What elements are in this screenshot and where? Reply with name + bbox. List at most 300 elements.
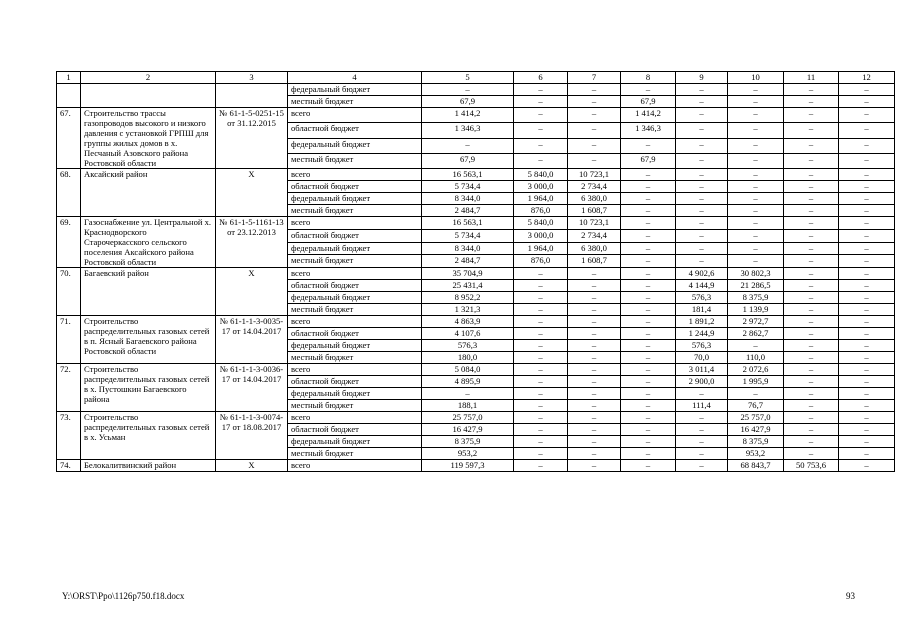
value-cell: – xyxy=(839,205,895,217)
value-cell: 5 084,0 xyxy=(422,364,514,376)
value-cell: 1 244,9 xyxy=(676,328,728,340)
value-cell: – xyxy=(621,424,676,436)
document-cell: № 61-1-1-3-0074-17 от 18.08.2017 xyxy=(216,412,288,460)
value-cell: – xyxy=(676,448,728,460)
value-cell: – xyxy=(568,304,621,316)
value-cell: – xyxy=(621,138,676,153)
value-cell: – xyxy=(784,328,839,340)
value-cell: – xyxy=(784,400,839,412)
value-cell: – xyxy=(621,255,676,268)
value-cell: 1 346,3 xyxy=(422,123,514,138)
value-cell: – xyxy=(728,108,784,123)
budget-source-cell: всего xyxy=(288,460,422,472)
budget-source-cell: федеральный бюджет xyxy=(288,138,422,153)
object-name-cell xyxy=(81,84,216,108)
value-cell: 10 723,1 xyxy=(568,217,621,230)
value-cell: – xyxy=(728,153,784,168)
value-cell: – xyxy=(784,376,839,388)
budget-source-cell: местный бюджет xyxy=(288,153,422,168)
value-cell: 8 952,2 xyxy=(422,292,514,304)
value-cell: 119 597,3 xyxy=(422,460,514,472)
value-cell: 67,9 xyxy=(422,96,514,108)
value-cell: – xyxy=(784,280,839,292)
value-cell: – xyxy=(839,340,895,352)
column-header: 9 xyxy=(676,72,728,84)
value-cell: – xyxy=(568,448,621,460)
object-name-cell: Белокалитвинский район xyxy=(81,460,216,472)
value-cell: 3 000,0 xyxy=(514,229,568,242)
value-cell: 1 321,3 xyxy=(422,304,514,316)
value-cell: – xyxy=(514,328,568,340)
value-cell: 953,2 xyxy=(422,448,514,460)
value-cell: – xyxy=(784,84,839,96)
value-cell: – xyxy=(784,304,839,316)
value-cell: – xyxy=(514,316,568,328)
value-cell: – xyxy=(514,340,568,352)
value-cell: 6 380,0 xyxy=(568,193,621,205)
value-cell: – xyxy=(676,181,728,193)
value-cell: 5 734,4 xyxy=(422,229,514,242)
value-cell: 1 964,0 xyxy=(514,193,568,205)
value-cell: – xyxy=(514,400,568,412)
value-cell: – xyxy=(839,96,895,108)
value-cell: – xyxy=(839,268,895,280)
value-cell: – xyxy=(621,205,676,217)
budget-source-cell: федеральный бюджет xyxy=(288,292,422,304)
value-cell: 2 072,6 xyxy=(728,364,784,376)
value-cell: – xyxy=(728,217,784,230)
value-cell: 16 427,9 xyxy=(728,424,784,436)
value-cell: – xyxy=(839,412,895,424)
value-cell: – xyxy=(621,304,676,316)
budget-source-cell: всего xyxy=(288,316,422,328)
budget-source-cell: областной бюджет xyxy=(288,280,422,292)
column-header: 12 xyxy=(839,72,895,84)
value-cell: – xyxy=(839,123,895,138)
value-cell: 6 380,0 xyxy=(568,242,621,255)
budget-source-cell: местный бюджет xyxy=(288,448,422,460)
value-cell: – xyxy=(568,316,621,328)
value-cell: – xyxy=(728,255,784,268)
budget-source-cell: местный бюджет xyxy=(288,96,422,108)
value-cell: – xyxy=(728,340,784,352)
value-cell: 10 723,1 xyxy=(568,169,621,181)
value-cell: – xyxy=(514,268,568,280)
value-cell: 1 414,2 xyxy=(621,108,676,123)
value-cell: 1 608,7 xyxy=(568,255,621,268)
budget-source-cell: местный бюджет xyxy=(288,255,422,268)
table-row xyxy=(57,84,895,96)
value-cell: – xyxy=(839,292,895,304)
value-cell: – xyxy=(514,460,568,472)
value-cell: 1 995,9 xyxy=(728,376,784,388)
value-cell: – xyxy=(839,138,895,153)
value-cell: – xyxy=(568,412,621,424)
value-cell: – xyxy=(676,255,728,268)
document-cell: Х xyxy=(216,268,288,316)
value-cell: – xyxy=(839,436,895,448)
value-cell: – xyxy=(621,328,676,340)
value-cell: – xyxy=(514,153,568,168)
budget-source-cell: местный бюджет xyxy=(288,352,422,364)
value-cell: – xyxy=(784,242,839,255)
value-cell: – xyxy=(514,364,568,376)
value-cell: – xyxy=(676,138,728,153)
value-cell: – xyxy=(621,436,676,448)
value-cell: – xyxy=(514,448,568,460)
value-cell: – xyxy=(728,205,784,217)
value-cell: – xyxy=(784,153,839,168)
value-cell: 67,9 xyxy=(621,153,676,168)
value-cell: – xyxy=(621,193,676,205)
value-cell: – xyxy=(839,460,895,472)
object-name-cell: Газоснабжение ул. Центральной х. Краснодворского Старочеркасского сельского поселения Аксайского района Ростовской области xyxy=(81,217,216,268)
budget-source-cell: местный бюджет xyxy=(288,400,422,412)
value-cell: – xyxy=(784,138,839,153)
value-cell: – xyxy=(728,388,784,400)
column-header: 3 xyxy=(216,72,288,84)
value-cell: – xyxy=(568,108,621,123)
value-cell: – xyxy=(676,205,728,217)
column-header: 10 xyxy=(728,72,784,84)
value-cell: – xyxy=(728,84,784,96)
value-cell: – xyxy=(568,424,621,436)
value-cell: – xyxy=(728,138,784,153)
value-cell: 5 840,0 xyxy=(514,169,568,181)
value-cell: – xyxy=(621,268,676,280)
page-number: 93 xyxy=(846,591,855,601)
value-cell: 111,4 xyxy=(676,400,728,412)
budget-source-cell: всего xyxy=(288,412,422,424)
document-cell: № 61-1-1-3-0036-17 от 14.04.2017 xyxy=(216,364,288,412)
value-cell: – xyxy=(568,84,621,96)
value-cell: – xyxy=(621,400,676,412)
value-cell: – xyxy=(784,193,839,205)
value-cell: – xyxy=(728,96,784,108)
value-cell: – xyxy=(514,108,568,123)
object-name-cell: Багаевский район xyxy=(81,268,216,316)
value-cell: – xyxy=(839,388,895,400)
value-cell: – xyxy=(621,169,676,181)
value-cell: – xyxy=(568,388,621,400)
value-cell: – xyxy=(784,412,839,424)
value-cell: – xyxy=(676,193,728,205)
budget-table xyxy=(56,71,895,472)
value-cell: – xyxy=(676,242,728,255)
value-cell: – xyxy=(839,255,895,268)
value-cell: – xyxy=(839,169,895,181)
value-cell: 30 802,3 xyxy=(728,268,784,280)
value-cell: – xyxy=(676,217,728,230)
column-header: 2 xyxy=(81,72,216,84)
document-path: Y:\ORST\Ppo\1126p750.f18.docx xyxy=(62,591,185,601)
document-cell xyxy=(216,84,288,108)
value-cell: 1 608,7 xyxy=(568,205,621,217)
value-cell: – xyxy=(728,169,784,181)
value-cell: 2 484,7 xyxy=(422,205,514,217)
value-cell: – xyxy=(784,217,839,230)
value-cell: – xyxy=(621,388,676,400)
value-cell: – xyxy=(621,181,676,193)
value-cell: – xyxy=(568,400,621,412)
row-number-cell: 74. xyxy=(57,460,81,472)
value-cell: 8 375,9 xyxy=(422,436,514,448)
value-cell: 8 375,9 xyxy=(728,292,784,304)
value-cell: – xyxy=(784,424,839,436)
value-cell: 8 344,0 xyxy=(422,193,514,205)
value-cell: – xyxy=(568,268,621,280)
column-header: 1 xyxy=(57,72,81,84)
value-cell: – xyxy=(784,316,839,328)
value-cell: – xyxy=(621,460,676,472)
value-cell: – xyxy=(839,242,895,255)
budget-source-cell: всего xyxy=(288,217,422,230)
value-cell: – xyxy=(514,304,568,316)
value-cell: – xyxy=(784,123,839,138)
value-cell: – xyxy=(568,123,621,138)
budget-source-cell: федеральный бюджет xyxy=(288,436,422,448)
value-cell: – xyxy=(514,292,568,304)
value-cell: – xyxy=(621,340,676,352)
value-cell: – xyxy=(676,229,728,242)
budget-source-cell: областной бюджет xyxy=(288,123,422,138)
value-cell: – xyxy=(568,364,621,376)
value-cell: 35 704,9 xyxy=(422,268,514,280)
value-cell: 876,0 xyxy=(514,205,568,217)
table-row xyxy=(57,364,895,376)
row-number-cell: 69. xyxy=(57,217,81,268)
value-cell: 16 427,9 xyxy=(422,424,514,436)
value-cell: 180,0 xyxy=(422,352,514,364)
document-cell: Х xyxy=(216,460,288,472)
value-cell: – xyxy=(568,376,621,388)
value-cell: 4 144,9 xyxy=(676,280,728,292)
value-cell: – xyxy=(784,292,839,304)
table-row xyxy=(57,169,895,181)
value-cell: – xyxy=(839,376,895,388)
budget-source-cell: федеральный бюджет xyxy=(288,193,422,205)
value-cell: – xyxy=(676,460,728,472)
value-cell: – xyxy=(568,328,621,340)
value-cell: – xyxy=(621,280,676,292)
value-cell: 68 843,7 xyxy=(728,460,784,472)
row-number-cell xyxy=(57,84,81,108)
budget-source-cell: федеральный бюджет xyxy=(288,84,422,96)
value-cell: – xyxy=(784,181,839,193)
value-cell: 1 346,3 xyxy=(621,123,676,138)
value-cell: – xyxy=(514,96,568,108)
value-cell: 67,9 xyxy=(621,96,676,108)
row-number-cell: 71. xyxy=(57,316,81,364)
object-name-cell: Строительство распределительных газовых сетей в п. Ясный Багаевского района Ростовской области xyxy=(81,316,216,364)
value-cell: 21 286,5 xyxy=(728,280,784,292)
value-cell: – xyxy=(839,217,895,230)
value-cell: 2 734,4 xyxy=(568,181,621,193)
value-cell: 188,1 xyxy=(422,400,514,412)
value-cell: – xyxy=(676,436,728,448)
value-cell: 25 431,4 xyxy=(422,280,514,292)
value-cell: – xyxy=(839,424,895,436)
table-row xyxy=(57,108,895,123)
value-cell: 25 757,0 xyxy=(728,412,784,424)
budget-source-cell: местный бюджет xyxy=(288,205,422,217)
budget-source-cell: областной бюджет xyxy=(288,328,422,340)
value-cell: – xyxy=(839,316,895,328)
value-cell: – xyxy=(839,328,895,340)
column-header: 4 xyxy=(288,72,422,84)
budget-source-cell: областной бюджет xyxy=(288,424,422,436)
budget-source-cell: всего xyxy=(288,108,422,123)
table-row xyxy=(57,412,895,424)
value-cell: – xyxy=(676,153,728,168)
value-cell: 2 484,7 xyxy=(422,255,514,268)
value-cell: – xyxy=(676,169,728,181)
value-cell: – xyxy=(784,205,839,217)
value-cell: 2 972,7 xyxy=(728,316,784,328)
row-number-cell: 72. xyxy=(57,364,81,412)
value-cell: 25 757,0 xyxy=(422,412,514,424)
value-cell: 70,0 xyxy=(676,352,728,364)
value-cell: – xyxy=(839,400,895,412)
value-cell: 5 840,0 xyxy=(514,217,568,230)
value-cell: – xyxy=(621,84,676,96)
value-cell: – xyxy=(728,229,784,242)
value-cell: – xyxy=(621,292,676,304)
value-cell: 4 107,6 xyxy=(422,328,514,340)
value-cell: 1 414,2 xyxy=(422,108,514,123)
value-cell: – xyxy=(676,388,728,400)
value-cell: – xyxy=(568,280,621,292)
value-cell: – xyxy=(784,229,839,242)
value-cell: – xyxy=(514,376,568,388)
value-cell: – xyxy=(514,280,568,292)
value-cell: – xyxy=(784,436,839,448)
table-row xyxy=(57,316,895,328)
value-cell: 2 862,7 xyxy=(728,328,784,340)
column-header: 5 xyxy=(422,72,514,84)
value-cell: 2 900,0 xyxy=(676,376,728,388)
table-row xyxy=(57,217,895,230)
value-cell: – xyxy=(784,255,839,268)
value-cell: – xyxy=(621,352,676,364)
value-cell: 576,3 xyxy=(676,292,728,304)
value-cell: 16 563,1 xyxy=(422,217,514,230)
budget-source-cell: местный бюджет xyxy=(288,304,422,316)
value-cell: 576,3 xyxy=(676,340,728,352)
value-cell: 8 344,0 xyxy=(422,242,514,255)
value-cell: – xyxy=(514,436,568,448)
value-cell: – xyxy=(839,304,895,316)
value-cell: 67,9 xyxy=(422,153,514,168)
budget-source-cell: областной бюджет xyxy=(288,376,422,388)
budget-source-cell: федеральный бюджет xyxy=(288,340,422,352)
value-cell: – xyxy=(514,412,568,424)
value-cell: – xyxy=(621,316,676,328)
row-number-cell: 70. xyxy=(57,268,81,316)
document-cell: Х xyxy=(216,169,288,217)
value-cell: – xyxy=(676,96,728,108)
value-cell: – xyxy=(514,84,568,96)
value-cell: 4 895,9 xyxy=(422,376,514,388)
document-cell: № 61-1-5-1161-13 от 23.12.2013 xyxy=(216,217,288,268)
value-cell: – xyxy=(676,424,728,436)
value-cell: – xyxy=(514,352,568,364)
value-cell: 2 734,4 xyxy=(568,229,621,242)
column-header: 8 xyxy=(621,72,676,84)
value-cell: – xyxy=(839,193,895,205)
value-cell: – xyxy=(784,448,839,460)
value-cell: – xyxy=(839,448,895,460)
value-cell: – xyxy=(728,242,784,255)
value-cell: 1 964,0 xyxy=(514,242,568,255)
value-cell: 8 375,9 xyxy=(728,436,784,448)
value-cell: – xyxy=(839,181,895,193)
budget-source-cell: всего xyxy=(288,169,422,181)
value-cell: – xyxy=(728,193,784,205)
column-header: 6 xyxy=(514,72,568,84)
value-cell: – xyxy=(422,138,514,153)
value-cell: – xyxy=(784,108,839,123)
value-cell: – xyxy=(568,153,621,168)
value-cell: 4 863,9 xyxy=(422,316,514,328)
value-cell: – xyxy=(839,364,895,376)
object-name-cell: Строительство распределительных газовых сетей в х. Пустошкин Багаевского района xyxy=(81,364,216,412)
column-header: 11 xyxy=(784,72,839,84)
value-cell: – xyxy=(784,268,839,280)
value-cell: – xyxy=(676,84,728,96)
row-number-cell: 67. xyxy=(57,108,81,169)
value-cell: – xyxy=(728,123,784,138)
value-cell: 3 000,0 xyxy=(514,181,568,193)
value-cell: – xyxy=(728,181,784,193)
budget-source-cell: федеральный бюджет xyxy=(288,242,422,255)
budget-source-cell: всего xyxy=(288,268,422,280)
value-cell: – xyxy=(784,169,839,181)
row-number-cell: 73. xyxy=(57,412,81,460)
value-cell: – xyxy=(784,352,839,364)
value-cell: 953,2 xyxy=(728,448,784,460)
value-cell: – xyxy=(784,388,839,400)
value-cell: – xyxy=(784,96,839,108)
budget-source-cell: областной бюджет xyxy=(288,229,422,242)
object-name-cell: Строительство трассы газопроводов высокого и низкого давления с установкой ГРПШ для группы жилых домов в х. Песчаный Азовского района Ростовской области xyxy=(81,108,216,169)
value-cell: – xyxy=(568,292,621,304)
document-cell: № 61-1-1-3-0035-17 от 14.04.2017 xyxy=(216,316,288,364)
value-cell: – xyxy=(514,424,568,436)
value-cell: 876,0 xyxy=(514,255,568,268)
value-cell: – xyxy=(514,123,568,138)
value-cell: 1 891,2 xyxy=(676,316,728,328)
value-cell: 4 902,6 xyxy=(676,268,728,280)
value-cell: – xyxy=(422,84,514,96)
value-cell: – xyxy=(568,138,621,153)
value-cell: – xyxy=(621,364,676,376)
header-row xyxy=(57,72,895,84)
value-cell: – xyxy=(839,108,895,123)
value-cell: 576,3 xyxy=(422,340,514,352)
value-cell: – xyxy=(568,436,621,448)
value-cell: – xyxy=(676,123,728,138)
budget-source-cell: областной бюджет xyxy=(288,181,422,193)
value-cell: 50 753,6 xyxy=(784,460,839,472)
column-header: 7 xyxy=(568,72,621,84)
value-cell: – xyxy=(839,280,895,292)
value-cell: 5 734,4 xyxy=(422,181,514,193)
value-cell: – xyxy=(621,229,676,242)
value-cell: – xyxy=(621,217,676,230)
value-cell: 3 011,4 xyxy=(676,364,728,376)
value-cell: – xyxy=(422,388,514,400)
